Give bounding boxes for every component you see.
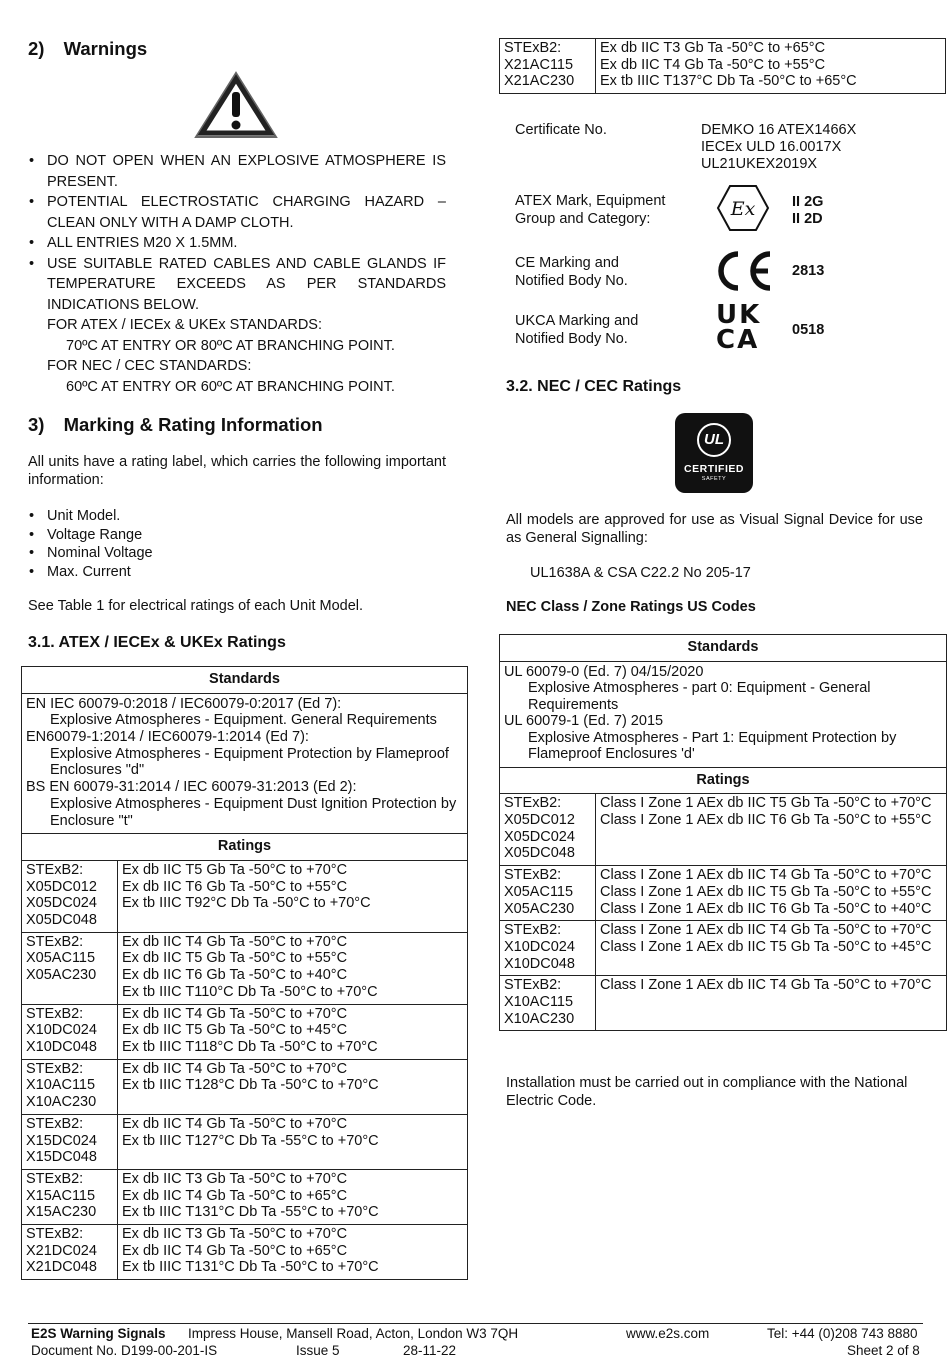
model-cell [22, 1169, 118, 1224]
rating-cell [596, 976, 947, 1031]
warnings-block [28, 151, 446, 397]
ul-safety-text: SAFETY [701, 476, 727, 483]
warnings-list [28, 151, 446, 315]
model-line: STExB2: [504, 795, 562, 812]
model-cell [500, 921, 596, 976]
label-line: ATEX Mark, Equipment [515, 193, 666, 209]
footer-divider [28, 1323, 923, 1324]
rating-cell [596, 794, 947, 866]
ul-certified-logo [675, 413, 753, 493]
model-line: X05DC048 [504, 845, 575, 862]
list-item: • Nominal Voltage [28, 544, 446, 563]
model-line: X05DC024 [26, 895, 97, 912]
model-cell [500, 976, 596, 1031]
table-row [500, 976, 947, 1031]
ukca-mark-icon [716, 300, 770, 357]
warnings-heading [28, 38, 147, 59]
ce-notified-body: 2813 [792, 263, 825, 279]
model-line: X10DC048 [504, 955, 575, 972]
model-line: X15AC230 [26, 1204, 97, 1221]
warning-triangle-icon [193, 70, 279, 140]
nec-temp-title: FOR NEC / CEC STANDARDS: [47, 358, 252, 374]
rating-line: Class I Zone 1 AEx db IIC T5 Gb Ta -50°C to +70°C [600, 795, 932, 812]
atex-value: II 2D [792, 211, 823, 227]
table-row [500, 39, 946, 94]
list-item: • USE SUITABLE RATED CABLES AND CABLE GLANDS IF TEMPERATURE EXCEEDS AS PER STANDARDS INDICATIONS BELOW. [28, 254, 446, 316]
rating-line: Class I Zone 1 AEx db IIC T5 Gb Ta -50°C to +55°C [600, 883, 932, 900]
table-row [22, 834, 468, 861]
model-cell [500, 866, 596, 921]
nec-approved-text: All models are approved for use as Visual Signal Device for use as General Signalling: [506, 512, 923, 546]
standard-desc: Explosive Atmospheres - Equipment Protection by Flameproof Enclosures "d" [50, 745, 449, 779]
certificate-numbers [701, 122, 856, 173]
label-line: Notified Body No. [515, 330, 628, 347]
warnings-heading-text: Warnings [63, 38, 148, 59]
rating-cell [596, 921, 947, 976]
standard-desc: Explosive Atmospheres - Equipment. General Requirements [50, 712, 437, 729]
standard-title: UL 60079-1 (Ed. 7) 2015 [504, 713, 664, 730]
rating-line: Ex tb IIIC T128°C Db Ta -50°C to +70°C [122, 1077, 379, 1094]
model-line: STExB2: [26, 933, 84, 950]
rating-cell [118, 860, 468, 932]
rating-line: Ex db IIC T3 Gb Ta -50°C to +65°C [600, 40, 826, 56]
rating-line: Ex tb IIIC T92°C Db Ta -50°C to +70°C [122, 895, 371, 912]
table-row [22, 1169, 468, 1224]
list-item: • ALL ENTRIES M20 X 1.5MM. [28, 233, 446, 254]
standard-desc: Explosive Atmospheres - Equipment Dust Ignition Protection by Enclosure "t" [50, 795, 457, 829]
model-line: X05DC012 [26, 878, 97, 895]
atex-mark-label [515, 193, 665, 228]
list-item: • Voltage Range [28, 526, 446, 545]
nec-ratings-heading: 3.2. NEC / CEC Ratings [506, 378, 682, 395]
ex-logo-text: Ex [730, 198, 756, 220]
rating-line: Class I Zone 1 AEx db IIC T4 Gb Ta -50°C to +70°C [600, 977, 932, 994]
ukca-logo-top: UK [716, 300, 762, 330]
rating-line: Class I Zone 1 AEx db IIC T4 Gb Ta -50°C to +70°C [600, 922, 932, 939]
rating-line: Ex db IIC T4 Gb Ta -50°C to +70°C [122, 933, 348, 950]
ratings-header: Ratings [500, 767, 947, 794]
table-row [22, 1114, 468, 1169]
rating-line: Ex db IIC T4 Gb Ta -50°C to +70°C [122, 1005, 348, 1022]
atex-mark-values [792, 194, 823, 228]
table-row [22, 1225, 468, 1280]
rating-line: Ex tb IIIC T127°C Db Ta -55°C to +70°C [122, 1132, 379, 1149]
footer-date: 28-11-22 [403, 1343, 457, 1358]
rating-cell [596, 39, 946, 94]
certificate-number: DEMKO 16 ATEX1466X [701, 122, 857, 138]
model-cell [500, 39, 596, 94]
model-line: X10AC230 [26, 1094, 97, 1111]
ukca-mark-label [515, 313, 638, 348]
list-item: • DO NOT OPEN WHEN AN EXPLOSIVE ATMOSPHERE IS PRESENT. [28, 151, 446, 192]
rating-line: Ex db IIC T3 Gb Ta -50°C to +70°C [122, 1170, 348, 1187]
rating-cell [118, 1004, 468, 1059]
model-line: STExB2: [26, 1170, 84, 1187]
table-row [500, 635, 947, 662]
model-line: X10DC024 [504, 938, 575, 955]
marking-heading [28, 414, 323, 435]
model-cell [22, 1004, 118, 1059]
certificate-number: UL21UKEX2019X [701, 156, 818, 172]
model-cell [22, 1225, 118, 1280]
standards-header: Standards [22, 667, 468, 694]
label-line: Notified Body No. [515, 273, 628, 289]
model-cell [22, 932, 118, 1004]
ul-certified-text: CERTIFIED [684, 463, 744, 475]
footer-sheet: Sheet 2 of 8 [847, 1343, 920, 1358]
footer-address: Impress House, Mansell Road, Acton, London W3 7QH [188, 1326, 519, 1341]
model-line: X10DC024 [26, 1022, 97, 1039]
model-cell [22, 1114, 118, 1169]
model-line: X10AC115 [504, 994, 574, 1011]
atex-value: II 2G [792, 194, 824, 210]
standard-title: UL 60079-0 (Ed. 7) 04/15/2020 [504, 663, 704, 680]
rating-line: Ex tb IIIC T137°C Db Ta -50°C to +65°C [600, 73, 857, 90]
rating-line: Class I Zone 1 AEx db IIC T6 Gb Ta -50°C to +55°C [600, 812, 932, 829]
model-line: STExB2: [26, 861, 84, 878]
table-row [500, 794, 947, 866]
atex-temp-title: FOR ATEX / IECEx & UKEx STANDARDS: [47, 317, 323, 333]
table-row [22, 693, 468, 834]
atex-ratings-heading: 3.1. ATEX / IECEx & UKEx Ratings [28, 634, 286, 651]
certificate-number: IECEx ULD 16.0017X [701, 139, 842, 155]
model-cell [500, 794, 596, 866]
standard-desc: Explosive Atmospheres - Part 1: Equipment Protection by Flameproof Enclosures 'd' [528, 729, 897, 763]
model-line: X21AC115 [504, 56, 574, 73]
rating-cell [596, 866, 947, 921]
model-line: X10AC230 [504, 1010, 575, 1027]
footer-tel: Tel: +44 (0)208 743 8880 [767, 1326, 918, 1341]
rating-cell [118, 1114, 468, 1169]
ce-mark-icon [712, 246, 774, 296]
model-line: STExB2: [26, 1226, 84, 1243]
model-line: X15AC115 [26, 1187, 96, 1204]
atex-ratings-table [21, 666, 468, 1280]
table-row [500, 661, 947, 767]
installation-note: Installation must be carried out in compliance with the National Electric Code. [506, 1075, 908, 1109]
model-line: STExB2: [26, 1060, 84, 1077]
model-line: X05AC115 [504, 883, 574, 900]
rating-line: Class I Zone 1 AEx db IIC T4 Gb Ta -50°C to +70°C [600, 867, 932, 884]
rating-line: Ex db IIC T4 Gb Ta -50°C to +55°C [600, 56, 826, 73]
model-line: X05AC230 [26, 967, 97, 984]
model-line: X21DC048 [26, 1259, 97, 1276]
model-line: X05AC115 [26, 950, 96, 967]
standard-desc: Explosive Atmospheres - part 0: Equipment - General Requirements [528, 680, 871, 713]
rating-line: Ex db IIC T4 Gb Ta -50°C to +70°C [122, 1060, 348, 1077]
rating-line: Ex db IIC T4 Gb Ta -50°C to +65°C [122, 1187, 348, 1204]
list-item: • POTENTIAL ELECTROSTATIC CHARGING HAZARD – CLEAN ONLY WITH A DAMP CLOTH. [28, 192, 446, 233]
label-line: Group and Category: [515, 210, 651, 227]
table-row [500, 866, 947, 921]
model-line: X05DC024 [504, 828, 575, 845]
marking-heading-text: Marking & Rating Information [63, 414, 323, 435]
ce-mark-label [515, 254, 628, 290]
model-cell [22, 860, 118, 932]
standards-cell [500, 661, 947, 767]
table-row [22, 860, 468, 932]
model-line: STExB2: [26, 1115, 84, 1132]
standards-cell [22, 693, 468, 834]
model-line: X10AC115 [26, 1077, 96, 1094]
table-row [22, 667, 468, 694]
list-item: • Max. Current [28, 563, 446, 582]
footer-company: E2S Warning Signals [31, 1326, 166, 1341]
ratings-header: Ratings [22, 834, 468, 861]
marking-heading-number: 3) [28, 414, 45, 435]
rating-line: Ex tb IIIC T110°C Db Ta -50°C to +70°C [122, 983, 378, 1000]
model-line: X05AC230 [504, 900, 575, 917]
list-item: • Unit Model. [28, 507, 446, 526]
rating-line: Ex tb IIIC T118°C Db Ta -50°C to +70°C [122, 1039, 378, 1055]
table-row [500, 921, 947, 976]
rating-line: Ex tb IIIC T131°C Db Ta -55°C to +70°C [122, 1204, 379, 1221]
table-row [22, 932, 468, 1004]
rating-line: Ex db IIC T5 Gb Ta -50°C to +45°C [122, 1022, 348, 1039]
rating-line: Ex db IIC T4 Gb Ta -50°C to +70°C [122, 1115, 348, 1132]
atex-ratings-rows [22, 860, 468, 1279]
ex-hexagon-icon [716, 184, 770, 232]
certificate-label: Certificate No. [515, 122, 607, 138]
model-line: STExB2: [504, 977, 562, 994]
rating-cell [118, 1169, 468, 1224]
marking-intro: All units have a rating label, which carries the following important information: [28, 454, 446, 488]
table-row [22, 1004, 468, 1059]
ul-circle-icon: UL [697, 423, 731, 457]
model-line: X15DC048 [26, 1149, 97, 1166]
ul-standard: UL1638A & CSA C22.2 No 205-17 [530, 565, 751, 581]
rating-line: Ex db IIC T5 Gb Ta -50°C to +70°C [122, 861, 348, 878]
footer-doc-no: Document No. D199-00-201-IS [31, 1343, 218, 1358]
model-line: STExB2: [504, 40, 562, 56]
label-line: CE Marking and [515, 255, 619, 271]
model-line: STExB2: [504, 922, 562, 939]
rating-line: Ex db IIC T6 Gb Ta -50°C to +40°C [122, 967, 348, 984]
model-line: X10DC048 [26, 1039, 97, 1055]
rating-line: Ex db IIC T3 Gb Ta -50°C to +70°C [122, 1226, 348, 1243]
footer-website: www.e2s.com [626, 1326, 710, 1341]
ukca-logo-bottom: CA [716, 325, 760, 355]
rating-cell [118, 1225, 468, 1280]
marking-list [28, 507, 446, 581]
continued-ratings-table [499, 38, 946, 94]
rating-line: Ex db IIC T4 Gb Ta -50°C to +65°C [122, 1242, 348, 1259]
model-line: X21AC230 [504, 73, 575, 90]
nec-ratings-table [499, 634, 947, 1031]
nec-zone-heading: NEC Class / Zone Ratings US Codes [506, 599, 756, 615]
atex-temp-value: 70ºC AT ENTRY OR 80ºC AT BRANCHING POINT. [66, 337, 395, 354]
rating-line: Class I Zone 1 AEx db IIC T6 Gb Ta -50°C to +40°C [600, 900, 932, 917]
model-line: X05DC012 [504, 812, 575, 829]
rating-line: Ex db IIC T6 Gb Ta -50°C to +55°C [122, 878, 348, 895]
rating-line: Ex tb IIIC T131°C Db Ta -50°C to +70°C [122, 1259, 379, 1276]
model-line: X15DC024 [26, 1132, 97, 1149]
label-line: UKCA Marking and [515, 313, 639, 329]
table-row [22, 1059, 468, 1114]
standard-title: EN60079-1:2014 / IEC60079-1:2014 (Ed 7): [26, 729, 309, 746]
model-cell [22, 1059, 118, 1114]
nec-ratings-rows [500, 794, 947, 1031]
model-line: STExB2: [26, 1005, 84, 1022]
model-line: X21DC024 [26, 1242, 97, 1259]
standard-title: BS EN 60079-31:2014 / IEC 60079-31:2013 (Ed 2): [26, 779, 357, 796]
model-line: STExB2: [504, 867, 562, 884]
table-row [500, 767, 947, 794]
standard-title: EN IEC 60079-0:2018 / IEC60079-0:2017 (Ed 7): [26, 695, 342, 712]
rating-line: Ex db IIC T5 Gb Ta -50°C to +55°C [122, 950, 348, 967]
temperature-notes [28, 315, 446, 397]
rating-cell [118, 1059, 468, 1114]
warnings-heading-number: 2) [28, 38, 45, 59]
rating-cell [118, 932, 468, 1004]
see-table-note: See Table 1 for electrical ratings of each Unit Model. [28, 598, 364, 614]
footer-issue: Issue 5 [296, 1343, 340, 1358]
standards-header: Standards [500, 635, 947, 662]
model-line: X05DC048 [26, 912, 97, 929]
ukca-notified-body: 0518 [792, 322, 825, 338]
rating-line: Class I Zone 1 AEx db IIC T5 Gb Ta -50°C to +45°C [600, 938, 932, 955]
nec-temp-value: 60ºC AT ENTRY OR 60ºC AT BRANCHING POINT. [66, 378, 395, 395]
